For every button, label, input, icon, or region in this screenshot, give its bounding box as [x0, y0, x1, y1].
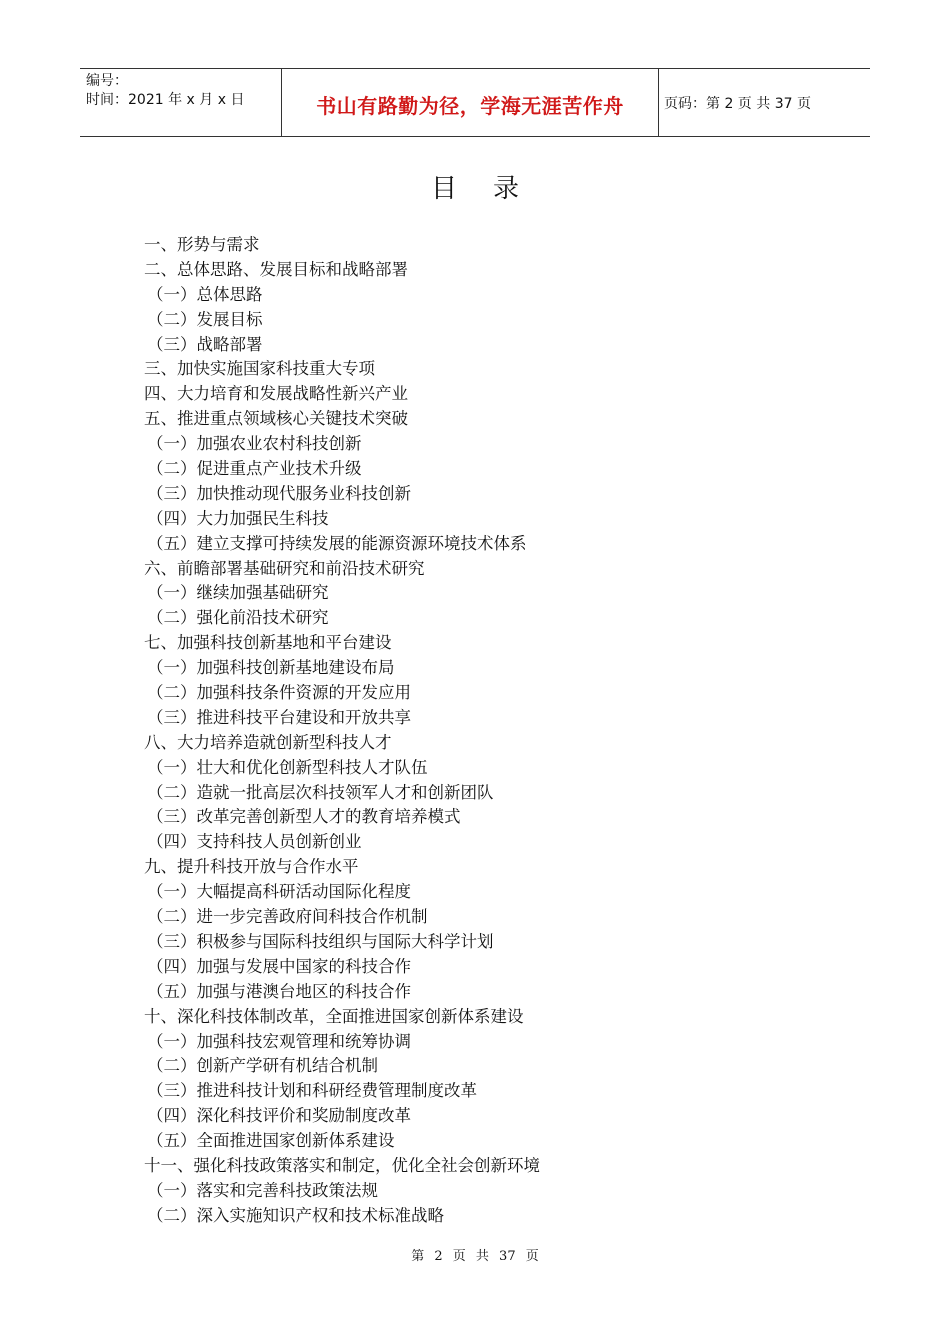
toc-subsection-item[interactable]: （二）深入实施知识产权和技术标准战略	[147, 1205, 444, 1225]
toc-subsection-item[interactable]: （二）创新产学研有机结合机制	[147, 1056, 378, 1076]
toc-subsection-item[interactable]: （一）总体思路	[147, 284, 263, 304]
toc-subsection-item[interactable]: （四）支持科技人员创新创业	[147, 832, 362, 852]
toc-section-item[interactable]: 一、形势与需求	[144, 235, 260, 254]
toc-subsection-item[interactable]: （三）积极参与国际科技组织与国际大科学计划	[147, 931, 494, 951]
time-label: 时间：2021 年 x 月 x 日	[86, 92, 245, 108]
toc-subsection-item[interactable]: （三）加快推动现代服务业科技创新	[147, 483, 411, 503]
toc-section-item[interactable]: 十、深化科技体制改革，全面推进国家创新体系建设	[144, 1006, 524, 1026]
toc-section-item[interactable]: 二、总体思路、发展目标和战略部署	[144, 259, 408, 279]
toc-title: 目录	[430, 174, 555, 204]
number-label: 编号：	[86, 73, 128, 89]
toc-section-item[interactable]: 七、加强科技创新基地和平台建设	[144, 633, 392, 653]
toc-subsection-item[interactable]: （二）发展目标	[147, 309, 263, 329]
page-footer: 第 2 页 共 37 页	[411, 1249, 539, 1264]
toc-subsection-item[interactable]: （四）加强与发展中国家的科技合作	[147, 956, 411, 976]
page-header	[80, 68, 870, 137]
toc-subsection-item[interactable]: （二）进一步完善政府间科技合作机制	[147, 907, 428, 927]
toc-section-item[interactable]: 九、提升科技开放与合作水平	[144, 857, 359, 877]
toc-subsection-item[interactable]: （二）强化前沿技术研究	[147, 608, 329, 628]
toc-subsection-item[interactable]: （五）加强与港澳台地区的科技合作	[147, 981, 411, 1001]
toc-subsection-item[interactable]: （一）落实和完善科技政策法规	[147, 1180, 378, 1200]
table-of-contents	[144, 233, 540, 1229]
toc-subsection-item[interactable]: （一）加强科技创新基地建设布局	[147, 658, 395, 678]
motto-text: 书山有路勤为径，学海无涯苦作舟	[316, 94, 624, 118]
toc-subsection-item[interactable]: （四）深化科技评价和奖励制度改革	[147, 1106, 411, 1126]
page-info: 页码：第 2 页 共 37 页	[664, 96, 811, 112]
toc-subsection-item[interactable]: （一）继续加强基础研究	[147, 583, 329, 603]
toc-subsection-item[interactable]: （一）壮大和优化创新型科技人才队伍	[147, 757, 428, 777]
toc-subsection-item[interactable]: （三）战略部署	[147, 334, 263, 354]
toc-subsection-item[interactable]: （二）促进重点产业技术升级	[147, 459, 362, 479]
toc-subsection-item[interactable]: （一）大幅提高科研活动国际化程度	[147, 882, 411, 902]
toc-subsection-item[interactable]: （三）推进科技计划和科研经费管理制度改革	[147, 1081, 477, 1101]
header-motto-cell	[282, 69, 659, 136]
toc-section-item[interactable]: 八、大力培养造就创新型科技人才	[144, 732, 392, 752]
toc-section-item[interactable]: 十一、强化科技政策落实和制定，优化全社会创新环境	[144, 1155, 540, 1175]
toc-subsection-item[interactable]: （四）大力加强民生科技	[147, 508, 329, 528]
header-page-cell	[659, 69, 870, 136]
toc-section-item[interactable]: 三、加快实施国家科技重大专项	[144, 359, 375, 379]
toc-subsection-item[interactable]: （三）改革完善创新型人才的教育培养模式	[147, 807, 461, 827]
toc-subsection-item[interactable]: （五）建立支撑可持续发展的能源资源环境技术体系	[147, 533, 527, 553]
toc-subsection-item[interactable]: （二）造就一批高层次科技领军人才和创新团队	[147, 782, 494, 802]
toc-section-item[interactable]: 五、推进重点领域核心关键技术突破	[144, 409, 408, 429]
header-meta	[80, 69, 282, 136]
toc-subsection-item[interactable]: （二）加强科技条件资源的开发应用	[147, 683, 411, 703]
toc-subsection-item[interactable]: （三）推进科技平台建设和开放共享	[147, 707, 411, 727]
toc-section-item[interactable]: 四、大力培育和发展战略性新兴产业	[144, 384, 408, 404]
toc-section-item[interactable]: 六、前瞻部署基础研究和前沿技术研究	[144, 558, 425, 578]
toc-subsection-item[interactable]: （五）全面推进国家创新体系建设	[147, 1131, 395, 1151]
toc-subsection-item[interactable]: （一）加强农业农村科技创新	[147, 434, 362, 454]
toc-subsection-item[interactable]: （一）加强科技宏观管理和统筹协调	[147, 1031, 411, 1051]
